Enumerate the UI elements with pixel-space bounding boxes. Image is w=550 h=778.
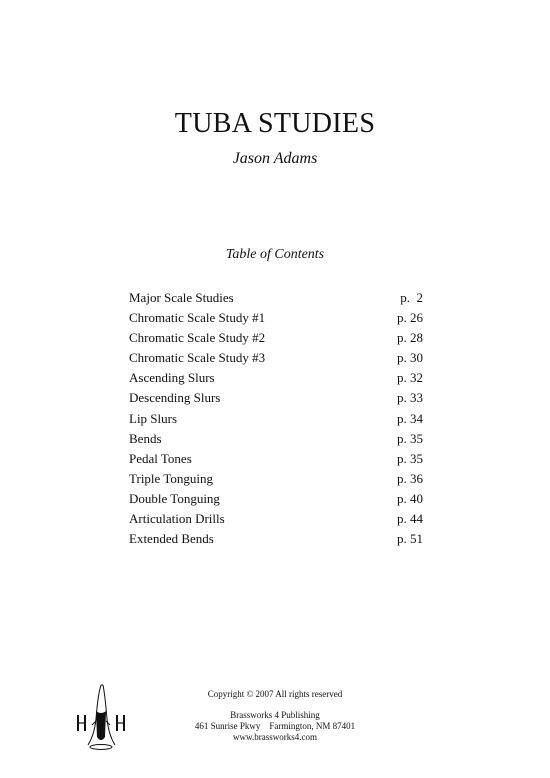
toc-entry-page: p. 44 xyxy=(397,511,423,527)
publisher-name: Brassworks 4 Publishing xyxy=(230,710,320,720)
copyright-notice: Copyright © 2007 All rights reserved xyxy=(207,689,343,699)
toc-entry xyxy=(129,290,423,310)
toc-entry xyxy=(129,531,423,551)
toc-entry xyxy=(129,330,423,350)
toc-entry-page: p. 2 xyxy=(400,290,423,305)
toc-entry-title: Extended Bends xyxy=(129,531,214,547)
toc-entry-title: Ascending Slurs xyxy=(129,370,215,386)
toc-entry-title: Chromatic Scale Study #3 xyxy=(129,350,266,366)
publisher-address: 461 Sunrise Pkwy Farmington, NM 87401 xyxy=(194,721,356,731)
table-of-contents xyxy=(129,290,423,551)
toc-entry-page: p. 51 xyxy=(397,531,423,547)
toc-entry xyxy=(129,511,423,531)
toc-entry-title: Chromatic Scale Study #2 xyxy=(129,330,266,346)
toc-entry-page: p. 35 xyxy=(397,430,423,446)
toc-entry xyxy=(129,431,423,451)
toc-entry xyxy=(129,451,423,471)
toc-entry-page: p. 40 xyxy=(397,490,423,506)
toc-entry-page: p. 34 xyxy=(397,410,423,426)
toc-entry-page: p. 30 xyxy=(397,350,423,366)
toc-entry-title: Major Scale Studies xyxy=(129,290,234,305)
toc-entry-page: p. 35 xyxy=(397,450,423,466)
brassworks-logo-icon xyxy=(76,681,126,753)
toc-entry xyxy=(129,411,423,431)
document-title: TUBA STUDIES xyxy=(174,108,376,139)
toc-entry xyxy=(129,471,423,491)
toc-entry-page: p. 33 xyxy=(397,390,423,406)
toc-entry-title: Pedal Tones xyxy=(129,450,192,466)
toc-entry-title: Chromatic Scale Study #1 xyxy=(129,310,266,326)
toc-heading: Table of Contents xyxy=(225,247,325,262)
toc-entry xyxy=(129,390,423,410)
toc-entry-page: p. 26 xyxy=(397,310,423,326)
toc-entry xyxy=(129,310,423,330)
toc-entry xyxy=(129,370,423,390)
toc-entry-title: Descending Slurs xyxy=(129,390,221,406)
toc-entry-title: Articulation Drills xyxy=(129,511,225,527)
toc-entry-title: Double Tonguing xyxy=(129,490,220,506)
toc-entry-page: p. 36 xyxy=(397,470,423,486)
publisher-website: www.brassworks4.com xyxy=(233,732,317,742)
toc-entry-title: Bends xyxy=(129,430,162,446)
document-author: Jason Adams xyxy=(232,150,318,167)
toc-entry-title: Lip Slurs xyxy=(129,410,178,426)
toc-entry xyxy=(129,350,423,370)
toc-entry-page: p. 32 xyxy=(397,370,423,386)
publisher-block xyxy=(170,710,380,743)
toc-entry xyxy=(129,491,423,511)
toc-entry-title: Triple Tonguing xyxy=(129,470,213,486)
toc-entry-page: p. 28 xyxy=(397,330,423,346)
